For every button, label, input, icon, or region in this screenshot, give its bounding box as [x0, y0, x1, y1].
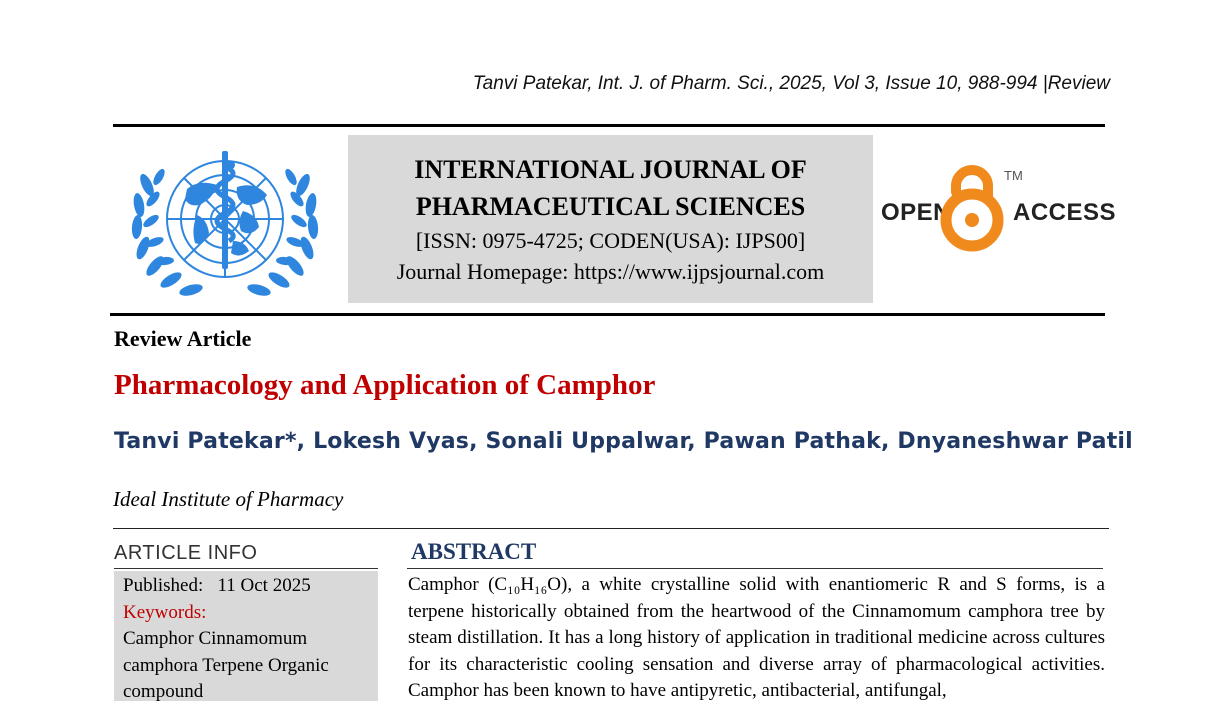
- published-row: [123, 573, 369, 600]
- article-type: Review Article: [114, 326, 252, 351]
- journal-issn: [ISSN: 0975-4725; CODEN(USA): IJPS00]: [415, 228, 806, 253]
- article-info-heading: ARTICLE INFO: [114, 542, 258, 564]
- header-bottom-rule: [110, 313, 1105, 316]
- affiliation: Ideal Institute of Pharmacy: [113, 487, 344, 511]
- published-label: Published:: [123, 575, 204, 596]
- article-info-box: [114, 571, 378, 701]
- trademark-text: TM: [1004, 168, 1023, 183]
- journal-title-line2: PHARMACEUTICAL SCIENCES: [415, 192, 806, 221]
- section-divider: [113, 528, 1109, 529]
- keywords-list: Camphor Cinnamomum camphora Terpene Organic compound: [123, 628, 329, 702]
- open-access-left-text: OPEN: [881, 199, 952, 226]
- journal-title-line1: INTERNATIONAL JOURNAL OF: [414, 155, 807, 184]
- article-info-underline: [114, 568, 378, 569]
- open-access-right-text: ACCESS: [1013, 199, 1117, 226]
- journal-info-box: [348, 135, 873, 303]
- abstract-heading: ABSTRACT: [411, 539, 537, 564]
- journal-homepage-link[interactable]: Journal Homepage: https://www.ijpsjournal.com: [396, 259, 825, 284]
- keywords-label: Keywords:: [123, 601, 207, 623]
- published-date: 11 Oct 2025: [217, 575, 311, 596]
- author-list: Tanvi Patekar*, Lokesh Vyas, Sonali Uppalwar, Pawan Pathak, Dnyaneshwar Patil: [114, 429, 1133, 454]
- top-rule: [113, 124, 1105, 127]
- citation-line: Tanvi Patekar, Int. J. of Pharm. Sci., 2025, Vol 3, Issue 10, 988-994 |Review: [472, 73, 1110, 94]
- paper-title: Pharmacology and Application of Camphor: [114, 369, 656, 401]
- who-emblem-icon: [125, 137, 325, 307]
- abstract-underline: [407, 568, 1103, 569]
- abstract-body: Camphor (C₁₀H₁₆O), a white crystalline solid with enantiomeric R and S forms, is a terpene historically obtained from the heartwood of the Cinnamomum camphora tree by steam distillation. It has a long history of application in traditional medicine across cultures for its characteristic cooling sensation and diverse array of pharmacological activities. Camphor has been known to have antipyretic, antibacterial, antifungal,: [408, 574, 1105, 701]
